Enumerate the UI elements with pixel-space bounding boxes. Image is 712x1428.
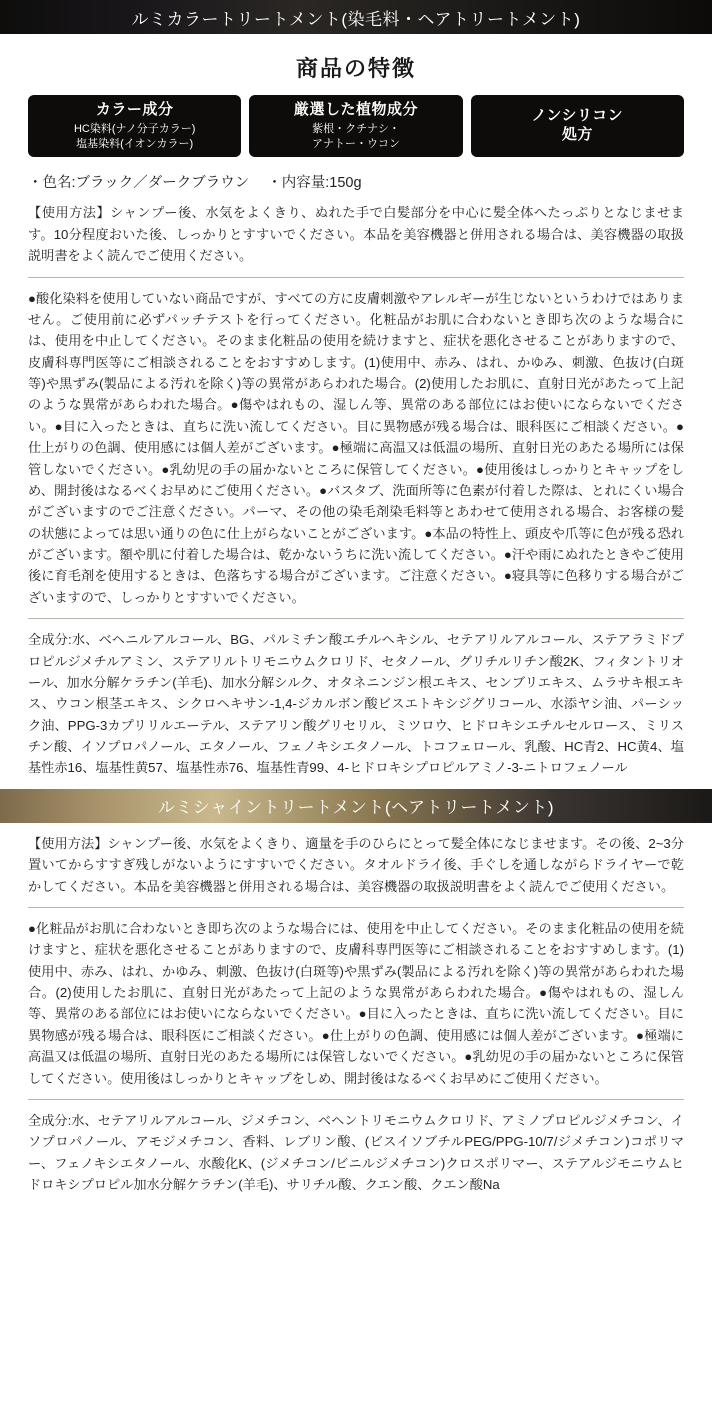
lumicolor-usage-text: 【使用方法】シャンプー後、水気をよくきり、ぬれた手で白髪部分を中心に髪全体へたっぷりとなじませます。10分程度おいた後、しっかりとすすいでください。本品を美容機器と併用される場合は、美容機器の取扱説明書をよく読んでご使用ください。 [28, 205, 684, 264]
lumicolor-body [0, 171, 712, 788]
lumishine-ingredients-text: 全成分:水、セテアリルアルコール、ジメチコン、ベヘントリモニウムクロリド、アミノプロピルジメチコン、イソプロパノール、アモジメチコン、香料、レブリン酸、(ビスイソブチルPEG/PPG-10/7/ジメチコン)コポリマー、フェノキシエタノール、水酸化K、(ジメチコン/ビニルジメチコン)クロスポリマー、ステアルジモニウムヒドロキシプロピル加水分解ケラチン(羊毛)、サリチル酸、クエン酸、クエン酸Na [28, 1112, 684, 1193]
section-header-lumicolor-label: ルミカラートリートメント(染毛料・ヘアトリートメント) [131, 9, 581, 29]
feature-badge-color-ingredient [28, 95, 241, 157]
feature-badge-plant-ingredient [249, 95, 462, 157]
features-section [0, 34, 712, 157]
feature-badge-list [0, 95, 712, 157]
feature-badge-non-silicone-title: ノンシリコン 処方 [531, 107, 624, 144]
product-volume: ・内容量:150g [267, 175, 362, 192]
product-spec-line [28, 171, 684, 192]
feature-badge-color-ingredient-sub: HC染料(ナノ分子カラー) 塩基染料(イオンカラー) [73, 122, 196, 150]
lumishine-body [0, 823, 712, 1204]
feature-badge-plant-ingredient-sub: 紫根・クチナシ・ アナトー・ウコン [311, 122, 400, 150]
product-color-name: ・色名:ブラック／ダークブラウン [28, 175, 250, 192]
divider-1 [28, 277, 684, 278]
section-header-lumicolor [0, 0, 712, 34]
divider-3 [28, 907, 684, 908]
lumishine-caution-text: ●化粧品がお肌に合わないとき即ち次のような場合には、使用を中止してください。そのまま化粧品の使用を続けますと、症状を悪化させることがありますので、皮膚科専門医等にご相談されることをおすすめします。(1)使用中、赤み、はれ、かゆみ、刺激、色抜け(白斑等)や黒ずみ(製品による汚れを除く)等の異常があらわれた場合。(2)使用したお肌に、直射日光があたって上記のような異常があらわれた場合。●傷やはれもの、湿しん等、異常のある部位にはお使いにならないでください。●目に入ったときは、直ちに洗い流してください。目に異物感が残る場合は、眼科医にご相談ください。●仕上がりの色調、使用感には個人差がございます。●極端に高温又は低温の場所、直射日光のあたる場所には保管しないでください。●乳幼児の手の届かないところに保管してください。使用後はしっかりとキャップをしめ、開封後はなるべくお早めにご使用ください。 [28, 920, 684, 1086]
section-header-lumishine [0, 789, 712, 823]
divider-2 [28, 618, 684, 619]
lumishine-usage-text: 【使用方法】シャンプー後、水気をよくきり、適量を手のひらにとって髪全体になじませます。その後、2~3分置いてからすすぎ残しがないようにすすいでください。タオルドライ後、手ぐしを通しながらドライヤーで乾かしてください。本品を美容機器と併用される場合は、美容機器の取扱説明書をよく読んでご使用ください。 [28, 835, 684, 894]
feature-badge-color-ingredient-title: カラー成分 [95, 101, 174, 118]
lumicolor-ingredients-text: 全成分:水、ベヘニルアルコール、BG、パルミチン酸エチルヘキシル、セテアリルアルコール、ステアラミドプロピルジメチルアミン、ステアリルトリモニウムクロリド、セタノール、グリチルリチン酸2K、フィタントリオール、加水分解ケラチン(羊毛)、加水分解シルク、オタネニンジン根エキス、センブリエキス、ムラサキ根エキス、ウコン根茎エキス、シクロヘキサン-1,4-ジカルボン酸ビスエトキシジグリコール、水添ヤシ油、パーシック油、PPG-3カプリリルエーテル、ステアリン酸グリセリル、ミツロウ、ヒドロキシエチルセルロース、ミリスチン酸、イソプロパノール、エタノール、フェノキシエタノール、トコフェロール、乳酸、HC青2、HC黄4、塩基性赤16、塩基性黄57、塩基性赤76、塩基性青99、4-ヒドロキシプロピルアミノ-3-ニトロフェノール [28, 632, 684, 776]
divider-4 [28, 1099, 684, 1100]
feature-badge-plant-ingredient-title: 厳選した植物成分 [293, 101, 418, 118]
lumicolor-caution-text: ●酸化染料を使用していない商品ですが、すべての方に皮膚刺激やアレルギーが生じないというわけではありません。ご使用前に必ずパッチテストを行ってください。化粧品がお肌に合わないとき即ち次のような場合には、使用を中止してください。そのまま化粧品の使用を続けますと、症状を悪化させることがありますので、皮膚科専門医等にご相談されることをおすすめします。(1)使用中、赤み、はれ、かゆみ、刺激、色抜け(白斑等)や黒ずみ(製品による汚れを除く)等の異常があらわれた場合。(2)使用したお肌に、直射日光があたって上記のような異常があらわれた場合。●傷やはれもの、湿しん等、異常のある部位にはお使いにならないでください。●目に入ったときは、直ちに洗い流してください。目に異物感が残る場合は、眼科医にご相談ください。●仕上がりの色調、使用感には個人差がございます。●極端に高温又は低温の場所、直射日光のあたる場所には保管しないでください。●乳幼児の手の届かないところに保管してください。●使用後はしっかりとキャップをしめ、開封後はなるべくお早めにご使用ください。●バスタブ、洗面所等に色素が付着した際は、とれにくい場合がございますのでご注意ください。パーマ、その他の染毛剤染毛料等とあわせて使用される場合、お客様の髪の状態によっては思い通りの色に仕上がらないことがございます。●本品の特性上、頭皮や爪等に色が残る恐れがございます。額や肌に付着した場合は、乾かないうちに洗い流してください。●汗や雨にぬれたときやご使用後に育毛剤を使用するときは、色落ちする場合がございます。ご注意ください。●寝具等に色移りする場合がございますので、しっかりとすすいでください。 [28, 290, 684, 605]
feature-badge-non-silicone [471, 95, 684, 157]
section-header-lumishine-label: ルミシャイントリートメント(ヘアトリートメント) [157, 798, 555, 818]
features-title: 商品の特徴 [295, 56, 416, 81]
